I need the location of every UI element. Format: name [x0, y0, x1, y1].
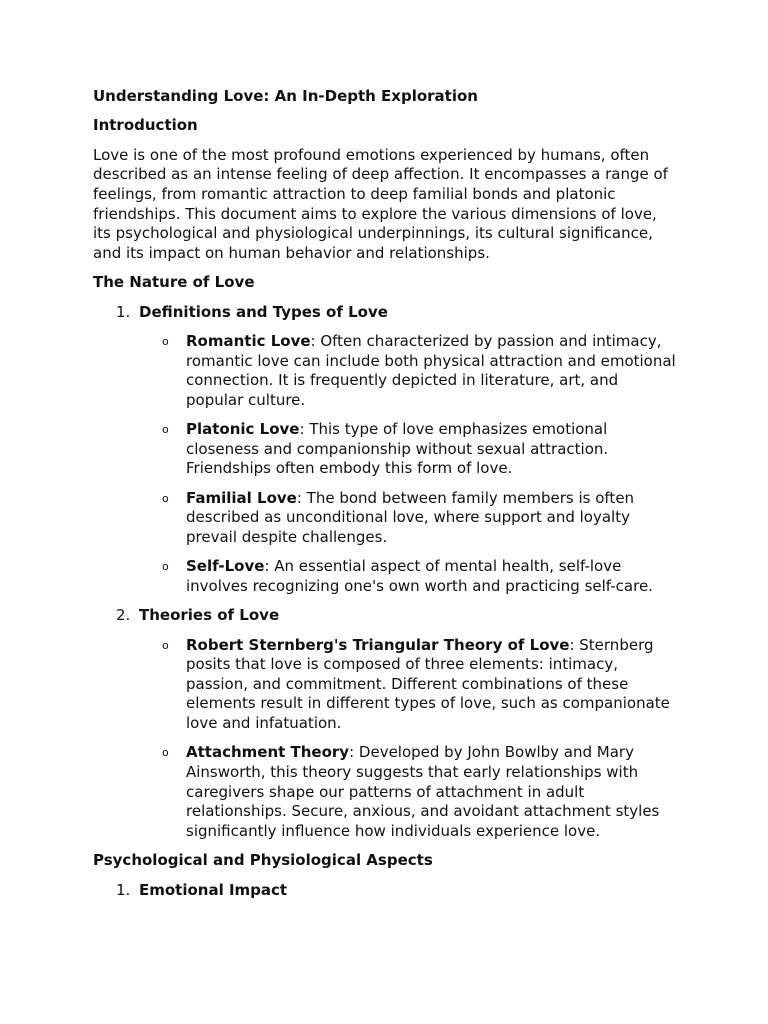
- bullet-circle-icon: o: [162, 560, 169, 574]
- bullet-text: : Often characterized by passion and intimacy, romantic love can include both physical attraction and emotional connection. It is frequently depicted in literature, art, and popular culture.: [186, 331, 676, 409]
- bullet-circle-icon: o: [162, 491, 169, 505]
- psych-list: [93, 881, 678, 901]
- list-item-label: Emotional Impact: [139, 880, 288, 899]
- list-number: 1.: [116, 880, 131, 899]
- bullet-term: Romantic Love: [186, 331, 311, 350]
- bullet-circle-icon: o: [162, 423, 169, 437]
- list-item-label: Definitions and Types of Love: [139, 302, 388, 321]
- list-item-theories: [93, 606, 678, 841]
- types-of-love-list: [139, 332, 678, 597]
- bullet-text: : This type of love emphasizes emotional closeness and companionship without sexual attraction. Friendships often embody this form of love.: [186, 420, 609, 478]
- list-item-label: Theories of Love: [139, 606, 280, 625]
- list-number: 1.: [116, 302, 131, 321]
- intro-paragraph: Love is one of the most profound emotions experienced by humans, often described as an intense feeling of deep affection. It encompasses a range of feelings, from romantic attraction to deep familial bonds and platonic friendships. This document aims to explore the various dimensions of love, its psychological and physiological underpinnings, its cultural significance, and its impact on human behavior and relationships.: [93, 145, 668, 262]
- nature-list: [93, 303, 678, 842]
- list-number: 2.: [116, 606, 131, 625]
- bullet-text: : An essential aspect of mental health, self-love involves recognizing one's own worth and practicing self-care.: [186, 557, 653, 595]
- bullet-familial-love: [139, 489, 678, 548]
- bullet-romantic-love: [139, 332, 678, 410]
- bullet-platonic-love: [139, 420, 678, 479]
- bullet-term: Robert Sternberg's Triangular Theory of Love: [186, 635, 570, 654]
- document-title: Understanding Love: An In-Depth Exploration: [93, 87, 478, 105]
- bullet-term: Familial Love: [186, 488, 297, 507]
- intro-heading: Introduction: [93, 116, 198, 135]
- bullet-text: : Sternberg posits that love is composed of three elements: intimacy, passion, and commitment. Different combinations of these elements result in different types of love, such as companionate love and infatuation.: [186, 635, 670, 732]
- bullet-term: Attachment Theory: [186, 743, 350, 762]
- nature-heading: The Nature of Love: [93, 273, 255, 292]
- bullet-circle-icon: o: [162, 334, 169, 348]
- bullet-self-love: [139, 557, 678, 596]
- bullet-attachment-theory: [139, 743, 678, 841]
- bullet-term: Platonic Love: [186, 420, 300, 439]
- list-item-emotional-impact: [93, 881, 678, 901]
- theories-list: [139, 636, 678, 842]
- list-item-definitions: [93, 303, 678, 597]
- bullet-term: Self-Love: [186, 557, 265, 576]
- bullet-text: : Developed by John Bowlby and Mary Ainsworth, this theory suggests that early relationships with caregivers shape our patterns of attachment in adult relationships. Secure, anxious, and avoidant attachment styles significantly influence how individuals experience love.: [186, 743, 660, 840]
- bullet-circle-icon: o: [162, 746, 169, 760]
- bullet-circle-icon: o: [162, 638, 169, 652]
- bullet-text: : The bond between family members is often described as unconditional love, where support and loyalty prevail despite challenges.: [186, 488, 635, 546]
- psych-heading: Psychological and Physiological Aspects: [93, 851, 433, 870]
- bullet-sternberg-theory: [139, 636, 678, 734]
